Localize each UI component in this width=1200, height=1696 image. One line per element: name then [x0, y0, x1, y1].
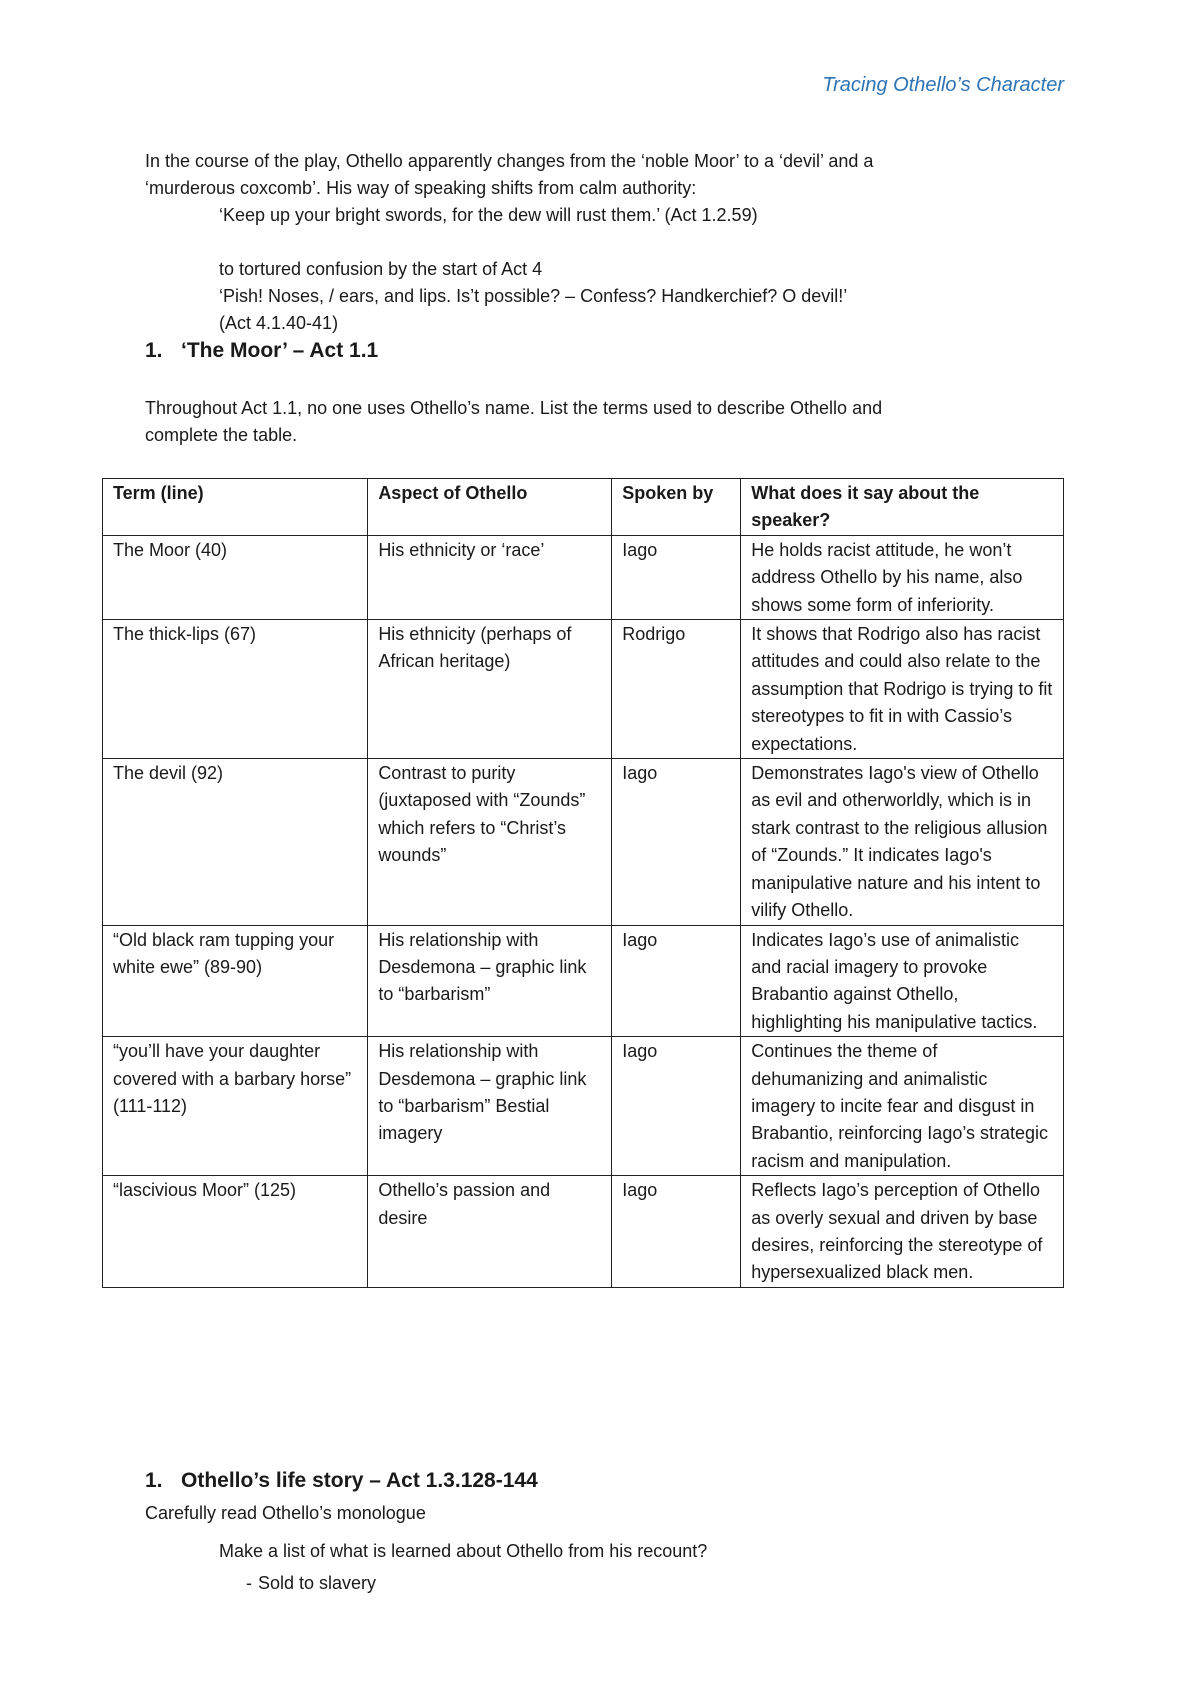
cell-aspect: Othello’s passion and desire: [368, 1176, 612, 1288]
cell-term: “lascivious Moor” (125): [103, 1176, 368, 1288]
cell-term: The thick-lips (67): [103, 620, 368, 759]
section-prompt: Make a list of what is learned about Othello from his recount?: [219, 1541, 708, 1561]
cell-aspect: His ethnicity (perhaps of African heritage): [368, 620, 612, 759]
section-heading-moor: [145, 339, 378, 363]
table-row: [103, 1037, 1064, 1176]
section-instruction: Carefully read Othello’s monologue: [145, 1503, 426, 1523]
table-row: [103, 620, 1064, 759]
cell-meaning: Continues the theme of dehumanizing and animalistic imagery to incite fear and disgust in Brabantio, reinforcing Iago’s strategic racism and manipulation.: [741, 1037, 1064, 1176]
terms-table: [102, 478, 1064, 1288]
cell-meaning: It shows that Rodrigo also has racist attitudes and could also relate to the assumption that Rodrigo is trying to fit stereotypes to fit in with Cassio’s expectations.: [741, 620, 1064, 759]
cell-aspect: His relationship with Desdemona – graphic link to “barbarism”: [368, 925, 612, 1037]
header-title: Tracing Othello’s Character: [822, 74, 1064, 96]
cell-term: The Moor (40): [103, 535, 368, 619]
header-aspect: Aspect of Othello: [368, 479, 612, 536]
section-number: 1.: [145, 339, 163, 362]
intro-block: [145, 148, 1065, 337]
list-item: [246, 1573, 377, 1594]
intro-line: ‘murderous coxcomb’. His way of speaking shifts from calm authority:: [145, 178, 697, 198]
table-header-row: [103, 479, 1064, 536]
quote-confusion: ‘Pish! Noses, / ears, and lips. Is’t possible? – Confess? Handkerchief? O devil!’: [219, 286, 848, 306]
section-heading-life-story: [145, 1469, 538, 1493]
list-item-text: Sold to slavery: [258, 1573, 377, 1593]
intro-transition: to tortured confusion by the start of Act 4: [219, 259, 543, 279]
intro-line: In the course of the play, Othello apparently changes from the ‘noble Moor’ to a ‘devil’ and a: [145, 151, 874, 171]
cell-speaker: Rodrigo: [612, 620, 741, 759]
table-row: [103, 759, 1064, 925]
cell-meaning: Reflects Iago’s perception of Othello as overly sexual and driven by base desires, reinforcing the stereotype of hypersexualized black men.: [741, 1176, 1064, 1288]
cell-aspect: Contrast to purity (juxtaposed with “Zounds” which refers to “Christ’s wounds”: [368, 759, 612, 925]
cell-speaker: Iago: [612, 535, 741, 619]
section-number: 1.: [145, 1469, 163, 1492]
section-title: ‘The Moor’ – Act 1.1: [181, 339, 379, 362]
cell-aspect: His relationship with Desdemona – graphic link to “barbarism” Bestial imagery: [368, 1037, 612, 1176]
section-instructions: Throughout Act 1.1, no one uses Othello’s name. List the terms used to describe Othello and: [145, 398, 883, 418]
quote-confusion-ref: (Act 4.1.40-41): [219, 313, 339, 333]
quote-calm: ‘Keep up your bright swords, for the dew will rust them.’ (Act 1.2.59): [219, 205, 758, 225]
table-row: [103, 1176, 1064, 1288]
header-term: Term (line): [103, 479, 368, 536]
cell-meaning: Indicates Iago’s use of animalistic and racial imagery to provoke Brabantio against Othello, highlighting his manipulative tactics.: [741, 925, 1064, 1037]
cell-speaker: Iago: [612, 759, 741, 925]
bullet-dash: -: [246, 1573, 252, 1593]
cell-speaker: Iago: [612, 925, 741, 1037]
cell-speaker: Iago: [612, 1037, 741, 1176]
section-instructions: complete the table.: [145, 425, 298, 445]
cell-meaning: Demonstrates Iago's view of Othello as evil and otherworldly, which is in stark contrast to the religious allusion of “Zounds.” It indicates Iago's manipulative nature and his intent to vilify Othello.: [741, 759, 1064, 925]
header-meaning: What does it say about the speaker?: [741, 479, 1064, 536]
table-row: [103, 925, 1064, 1037]
section-title: Othello’s life story – Act 1.3.128-144: [181, 1469, 538, 1492]
cell-term: “Old black ram tupping your white ewe” (89-90): [103, 925, 368, 1037]
cell-speaker: Iago: [612, 1176, 741, 1288]
table-row: [103, 535, 1064, 619]
cell-aspect: His ethnicity or ‘race’: [368, 535, 612, 619]
cell-term: “you’ll have your daughter covered with a barbary horse” (111-112): [103, 1037, 368, 1176]
cell-meaning: He holds racist attitude, he won’t address Othello by his name, also shows some form of inferiority.: [741, 535, 1064, 619]
header-speaker: Spoken by: [612, 479, 741, 536]
cell-term: The devil (92): [103, 759, 368, 925]
